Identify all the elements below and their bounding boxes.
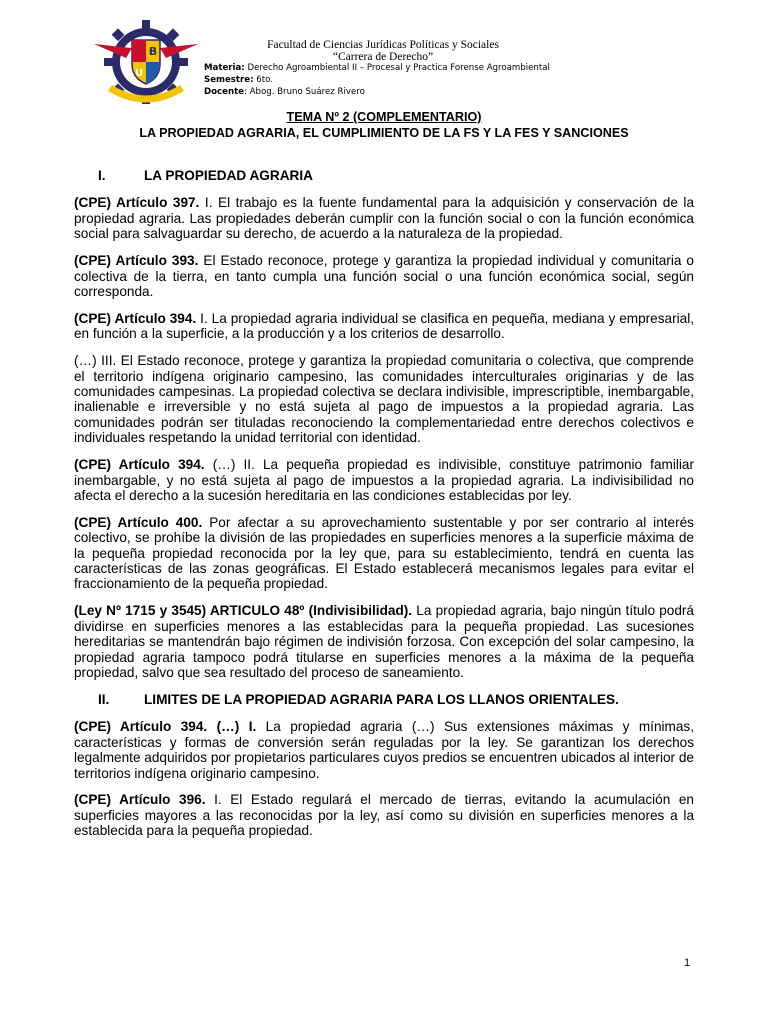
- document-body: [74, 166, 694, 850]
- article-reference: (CPE) Artículo 394.: [74, 310, 197, 326]
- page-number: 1: [684, 957, 691, 969]
- materia-label: Materia:: [204, 63, 245, 73]
- semestre-row: [204, 74, 550, 86]
- paragraph-text: (…) III. El Estado reconoce, protege y garantiza la propiedad comunitaria o colectiva, que comprende el territorio indígena originario campesino, las comunidades interculturales originarias y de las comunidades campesinas. La propiedad colectiva se declara indivisible, imprescriptible, inembargable, inalienable e irreversible y no está sujeta al pago de impuestos a la propiedad agraria. Las comunidades podrán ser tituladas reconociendo la complementariedad entre derechos colectivos e individuales respetando la unidad territorial con identidad.: [74, 353, 694, 446]
- section-2-paragraphs: [74, 719, 694, 838]
- document-title: LA PROPIEDAD AGRARIA, EL CUMPLIMIENTO DE LA FS Y LA FES Y SANCIONES: [139, 126, 629, 140]
- article-reference: (Ley Nº 1715 y 3545) ARTICULO 48º (Indivisibilidad).: [74, 603, 413, 619]
- article-reference: (CPE) Artículo 397.: [74, 195, 200, 211]
- article-reference: (CPE) Artículo 393.: [74, 253, 199, 269]
- paragraph-text: El Estado reconoce, protege y garantiza la propiedad individual y comunitaria o colectiva de la tierra, en tanto cumpla una función social o una función económica social, según corresponda.: [74, 253, 694, 299]
- article-reference: (CPE) Artículo 394.: [74, 457, 205, 473]
- docente-label: Docente: [204, 87, 245, 97]
- section-heading-2: [74, 692, 694, 707]
- paragraph-text: Por afectar a su aprovechamiento sustentable y por ser contrario al interés colectivo, se prohíbe la división de las propiedades en superficies menores a la superficie máxima de la pequeña propiedad reconocida por la ley que, para su establecimiento, tendrá en cuenta las características de las zonas geográficas. El Estado establecerá mecanismos legales para evitar el fraccionamiento de la pequeña propiedad.: [74, 514, 694, 592]
- paragraph-text: I. La propiedad agraria individual se clasifica en pequeña, mediana y empresarial, en función a la superficie, a la producción y a los criterios de desarrollo.: [74, 310, 694, 342]
- paragraph: [74, 253, 694, 299]
- university-logo: [92, 18, 200, 106]
- shield-icon: [132, 40, 160, 84]
- paragraph-text: La propiedad agraria (…) Sus extensiones máximas y mínimas, características y formas de conversión serán reguladas por la ley. Se garantizan los derechos legalmente adquiridos por propietarios particulares cuyos predios se encuentren ubicados al interior de territorios indígena originario campesino.: [74, 719, 694, 781]
- materia-value: Derecho Agroambiental II – Procesal y Practica Forense Agroambiental: [244, 63, 550, 73]
- svg-text:B: B: [148, 45, 158, 58]
- article-reference: (CPE) Artículo 396.: [74, 792, 206, 808]
- section-number: I.: [98, 168, 106, 183]
- paragraph: [74, 457, 694, 503]
- docente-row: [204, 86, 550, 98]
- svg-text:U: U: [134, 68, 144, 79]
- tema-heading: TEMA Nº 2 (COMPLEMENTARIO): [286, 110, 482, 124]
- paragraph: [74, 792, 694, 838]
- paragraph: [74, 719, 694, 781]
- section-1-paragraphs: [74, 195, 694, 680]
- section-number: II.: [98, 691, 110, 707]
- course-info: [204, 62, 550, 98]
- paragraph-text: (…) II. La pequeña propiedad es indivisible, constituye patrimonio familiar inembargable, y no está sujeta al pago de impuestos a la propiedad agraria. La indivisibilidad no afecta el derecho a la sucesión hereditaria en las condiciones establecidas por ley.: [74, 457, 694, 503]
- paragraph: [74, 353, 694, 445]
- faculty-name: Facultad de Ciencias Jurídicas Políticas y Sociales: [267, 39, 499, 51]
- section-title: LA PROPIEDAD AGRARIA: [144, 168, 313, 183]
- section-title: LIMITES DE LA PROPIEDAD AGRARIA PARA LOS LLANOS ORIENTALES.: [144, 691, 619, 707]
- paragraph: [74, 603, 694, 680]
- article-reference: (CPE) Artículo 394. (…) I.: [74, 719, 257, 735]
- paragraph-text: La propiedad agraria, bajo ningún título podrá dividirse en superficies menores a las establecidas para la pequeña propiedad. Las sucesiones hereditarias se mantendrán bajo régimen de indivisión forzosa. Con excepción del solar campesino, la propiedad agraria tampoco podrá titularse en superficies menores a la máxima de la pequeña propiedad, salvo que sea resultado del proceso de saneamiento.: [74, 603, 694, 680]
- paragraph: [74, 195, 694, 241]
- paragraph-text: I. El Estado regulará el mercado de tierras, evitando la acumulación en superficies mayores a las reconocidas por la ley, así como su división en superficies menores a la establecida para la pequeña propiedad.: [74, 792, 694, 839]
- faculty-header: [200, 39, 566, 63]
- semestre-value: 6to.: [253, 75, 273, 85]
- paragraph: [74, 311, 694, 342]
- career-name: “Carrera de Derecho”: [332, 51, 434, 63]
- paragraph-text: I. El trabajo es la fuente fundamental para la adquisición y conservación de la propiedad agraria. Las propiedades deberán cumplir con la función social o con la función económica social para salvaguardar su derecho, de acuerdo a la naturaleza de la propiedad.: [74, 195, 694, 242]
- article-reference: (CPE) Artículo 400.: [74, 514, 203, 530]
- materia-row: [204, 62, 550, 74]
- section-heading-1: [74, 168, 694, 183]
- docente-value: : Abog. Bruno Suárez Rivero: [244, 87, 365, 97]
- paragraph: [74, 515, 694, 592]
- semestre-label: Semestre:: [204, 75, 254, 85]
